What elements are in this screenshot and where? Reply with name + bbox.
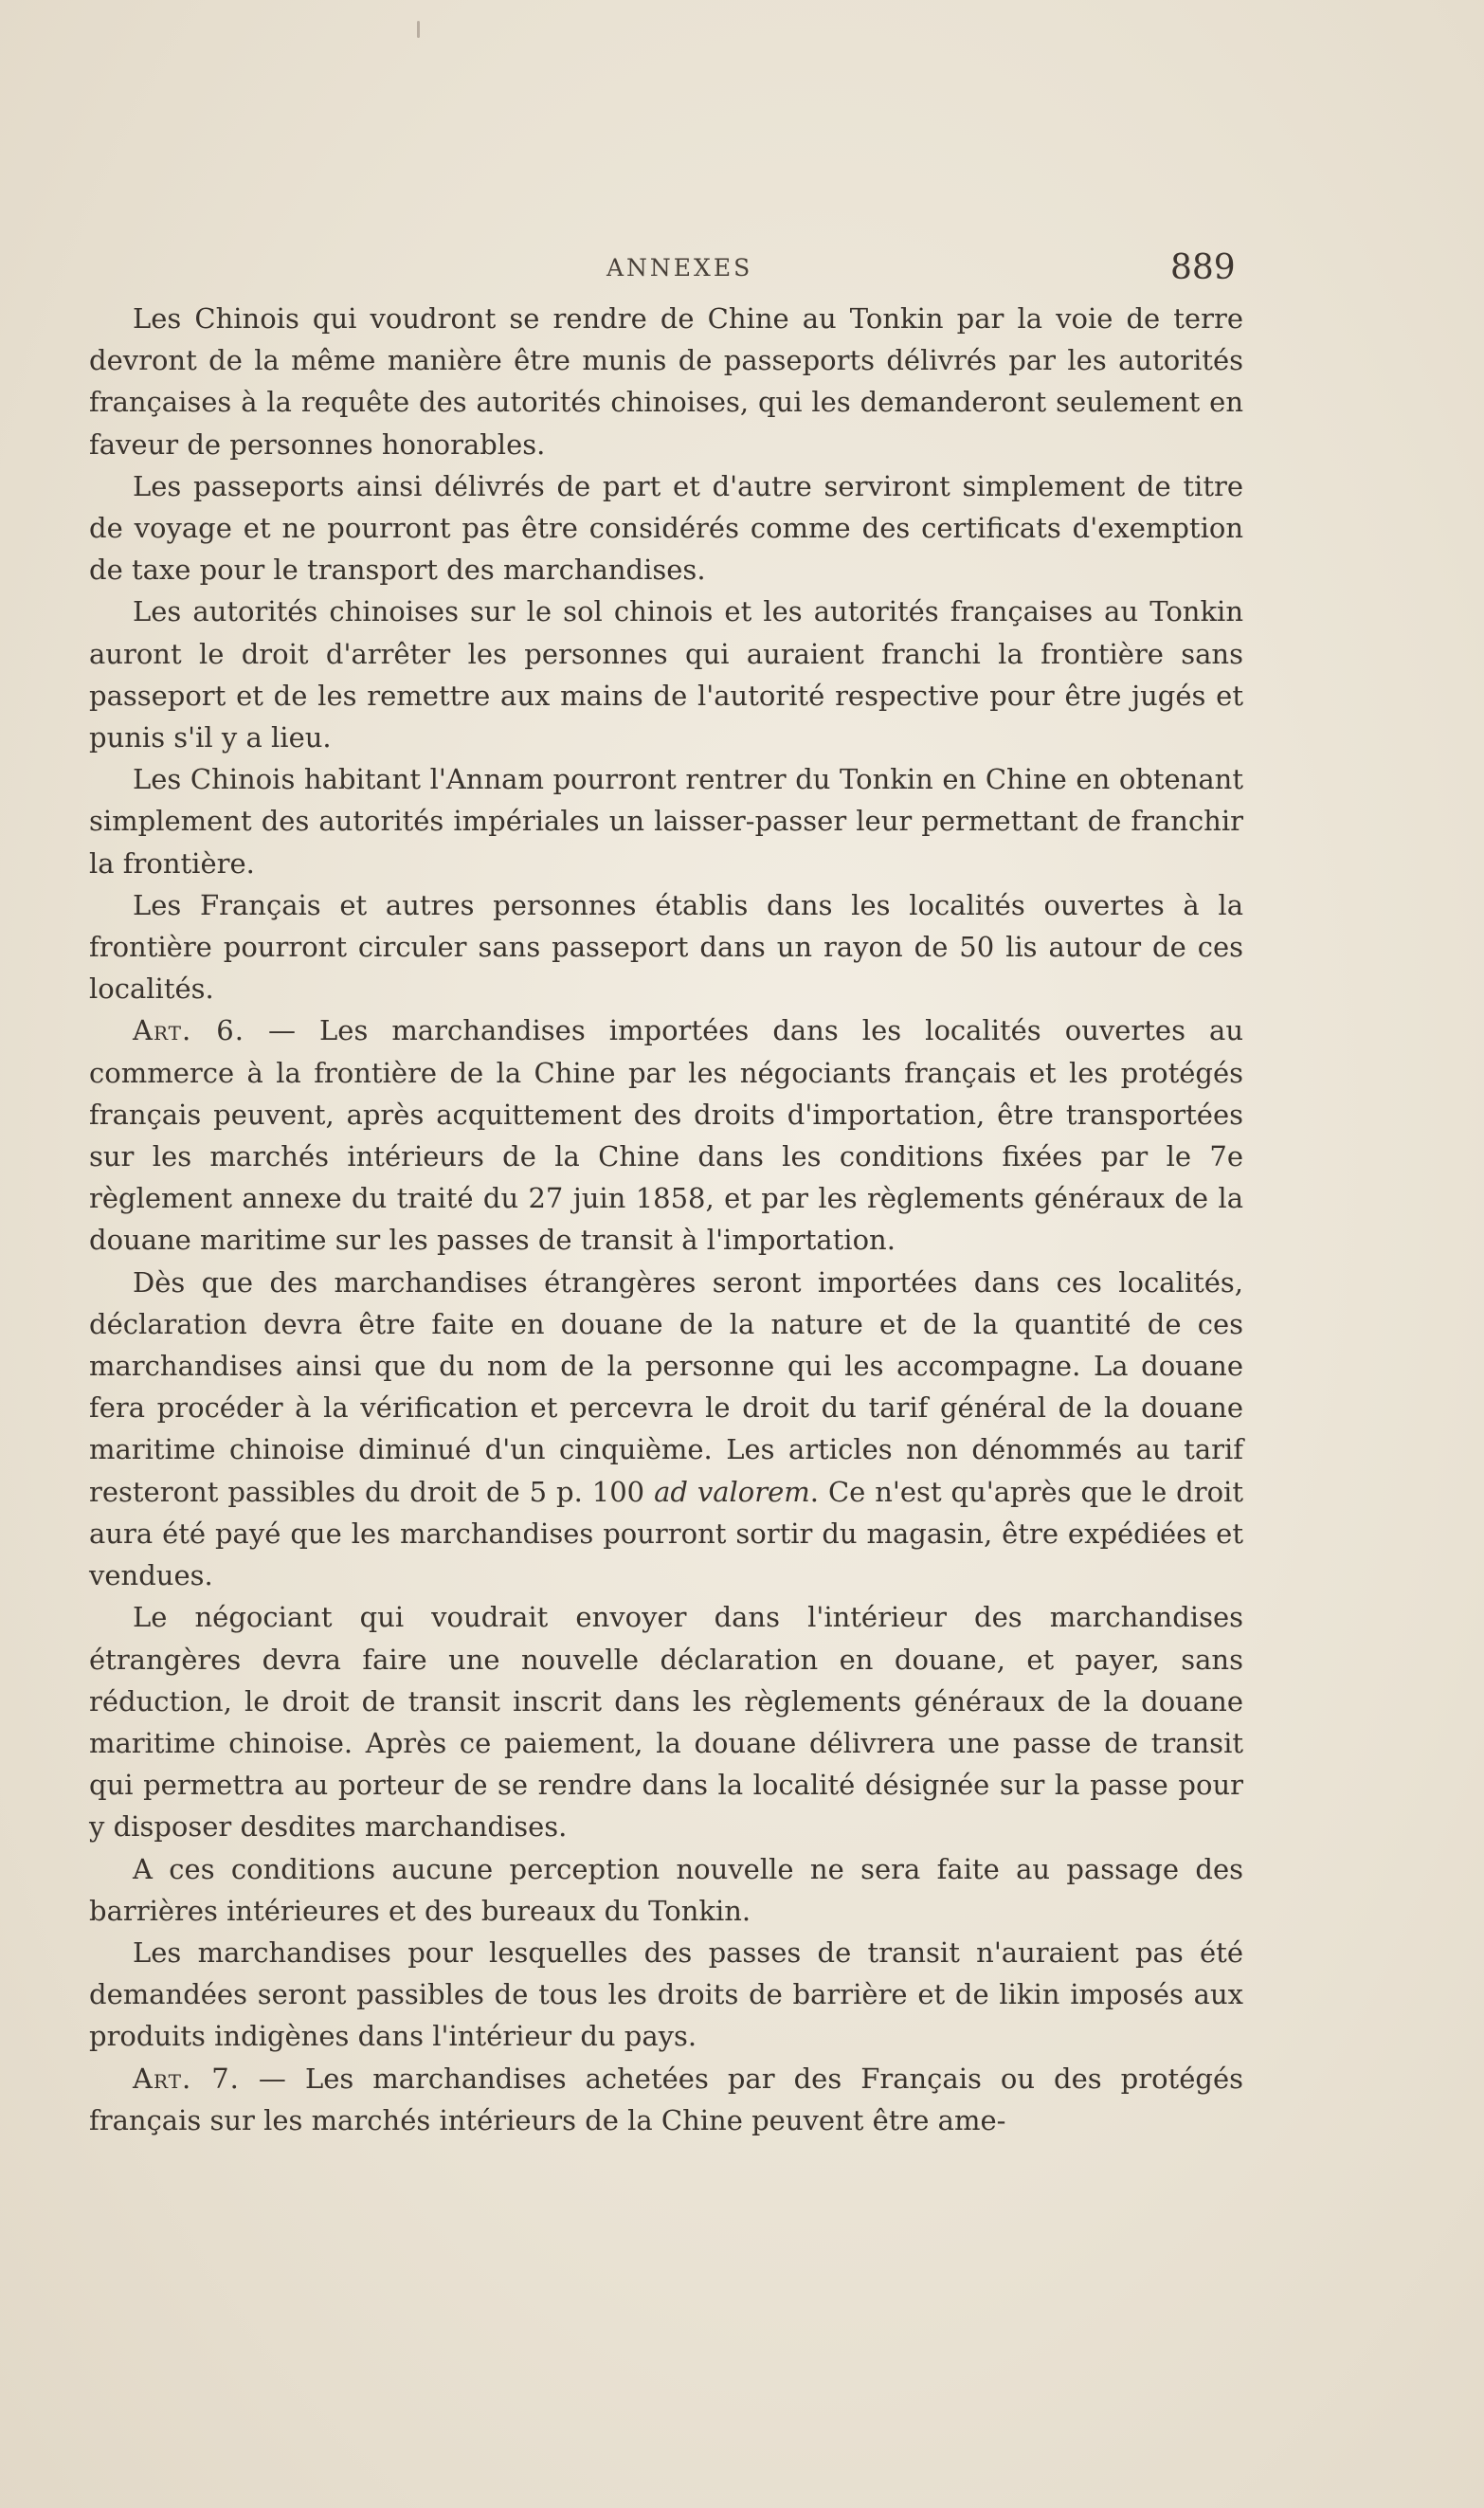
paragraph-article-6: Art. 6. — Les marchandises importées dans les localités ouvertes au commerce à la frontière de la Chine par les négociants français et les protégés français peuvent, après acquittement des droits d'importation, être transportées sur les marchés intérieurs de la Chine dans les conditions fixées par le 7e règlement annexe du traité du 27 juin 1858, et par les règlements généraux de la douane maritime sur les passes de transit à l'importation.: [89, 1014, 1243, 1257]
paragraph-no-new-levy: A ces conditions aucune perception nouvelle ne sera faite au passage des barrières intérieures et des bureaux du Tonkin.: [89, 1852, 1243, 1927]
paper-mark: [417, 21, 420, 38]
paragraph-article-7: Art. 7. — Les marchandises achetées par des Français ou des protégés français sur les marchés intérieurs de la Chine peuvent être ame-: [89, 2062, 1243, 2136]
page-header: [0, 248, 1484, 296]
article-7-label: Art. 7.: [133, 2062, 240, 2095]
paragraph-transit-pass: Le négociant qui voudrait envoyer dans l'intérieur des marchandises étrangères devra faire une nouvelle déclaration en douane, et payer, sans réduction, le droit de transit inscrit dans les règlements généraux de la douane maritime chinoise. Après ce paiement, la douane délivrera une passe de transit qui permettra au porteur de se rendre dans la localité désignée sur la passe pour y disposer desdites marchandises.: [89, 1601, 1243, 1844]
article-6-label: Art. 6.: [133, 1014, 244, 1047]
paragraph-annam-chinese: Les Chinois habitant l'Annam pourront rentrer du Tonkin en Chine en obtenant simplement des autorités impériales un laisser-passer leur permettant de franchir la frontière.: [89, 763, 1243, 880]
paragraph-french-residents: Les Français et autres personnes établis dans les localités ouvertes à la frontière pourront circuler sans passeport dans un rayon de 50 lis autour de ces localités.: [89, 888, 1243, 1006]
body-text: [89, 298, 1243, 2141]
paragraph-customs-declaration: Dès que des marchandises étrangères seront importées dans ces localités, déclaration devra être faite en douane de la nature et de la quantité de ces marchandises ainsi que du nom de la personne qui les accompagne. La douane fera procéder à la vérification et percevra le droit du tarif général de la douane maritime chinoise diminué d'un cinquième. Les articles non dénommés au tarif resteront passibles du droit de 5 p. 100 ad valorem. Ce n'est qu'après que le droit aura été payé que les marchandises pourront sortir du magasin, être expédiées et vendues.: [89, 1265, 1243, 1592]
paragraph-chinese-to-tonkin: Les Chinois qui voudront se rendre de Chine au Tonkin par la voie de terre devront de la même manière être munis de passeports délivrés par les autorités françaises à la requête des autorités chinoises, qui les demanderont seulement en faveur de personnes honorables.: [89, 302, 1243, 461]
paragraph-arrest-rights: Les autorités chinoises sur le sol chinois et les autorités françaises au Tonkin auront le droit d'arrêter les personnes qui auraient franchi la frontière sans passeport et de les remettre aux mains de l'autorité respective pour être jugés et punis s'il y a lieu.: [89, 595, 1243, 754]
page-number: 889: [1170, 248, 1236, 287]
running-head: ANNEXES: [606, 254, 753, 282]
paragraph-passports-use: Les passeports ainsi délivrés de part et d'autre serviront simplement de titre de voyage et ne pourront pas être considérés comme des certificats d'exemption de taxe pour le transport des marchandises.: [89, 469, 1243, 587]
paragraph-likin-duties: Les marchandises pour lesquelles des passes de transit n'auraient pas été demandées seront passibles de tous les droits de barrière et de likin imposés aux produits indigènes dans l'intérieur du pays.: [89, 1936, 1243, 2053]
latin-phrase: ad valorem: [654, 1475, 810, 1508]
